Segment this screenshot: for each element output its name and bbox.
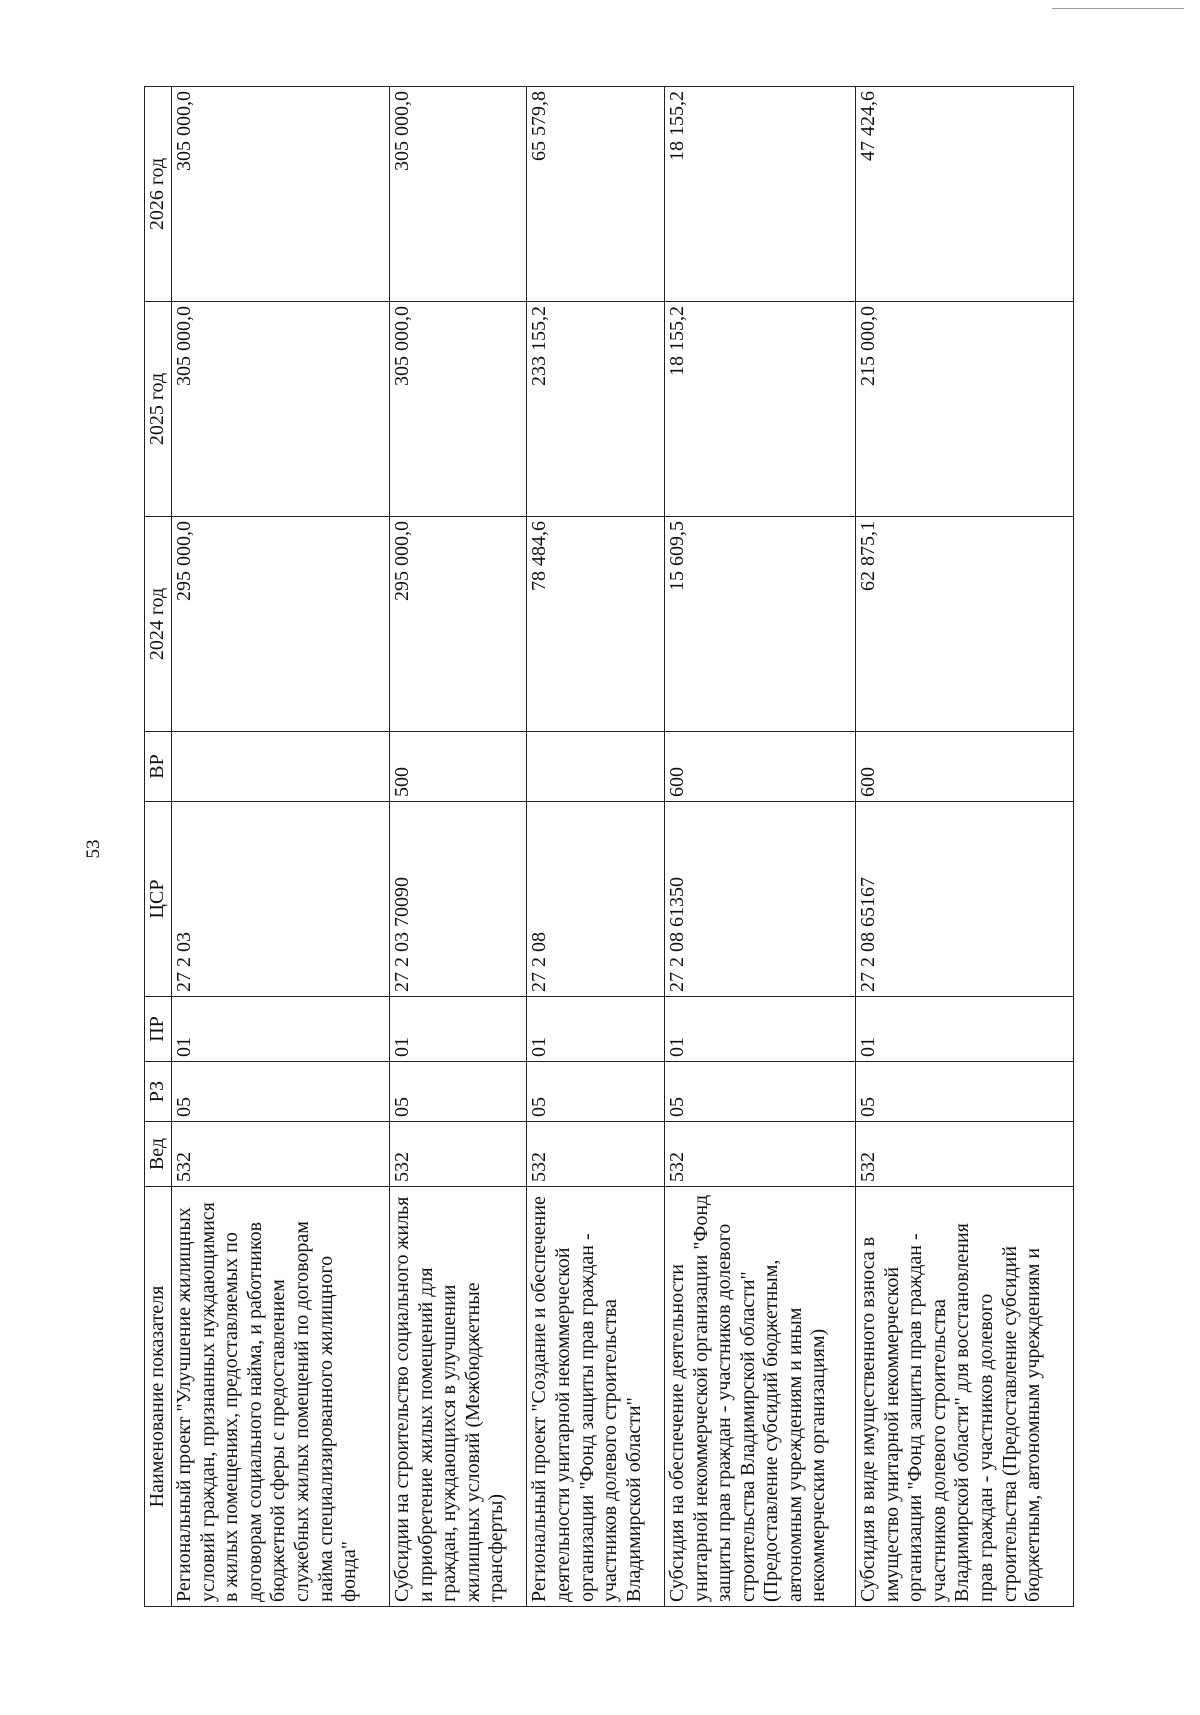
row-vr: 500	[389, 732, 526, 802]
row-pr: 01	[389, 997, 526, 1062]
header-2024: 2024 год	[145, 517, 172, 732]
table-row	[172, 87, 390, 1607]
row-2025: 215 000,0	[856, 302, 1074, 517]
row-2026: 305 000,0	[389, 87, 526, 302]
row-ved: 532	[172, 1122, 390, 1187]
header-2025: 2025 год	[145, 302, 172, 517]
row-name: Субсидия на обеспечение деятельности унитарной некоммерческой организации "Фонд защиты прав граждан - участников долевого строительства Владимирской области" (Предоставление субсидий бюджетным, автономным учреждениям и иным некоммерческим организациям)	[664, 1187, 855, 1607]
row-vr	[172, 732, 390, 802]
row-name: Региональный проект "Улучшение жилищных условий граждан, признанных нуждающимися в жилых помещениях, предоставляемых по договорам социального найма, и работников бюджетной сферы с предоставлением служебных жилых помещений по договорам найма специализированного жилищного фонда"	[172, 1187, 390, 1607]
row-ved: 532	[664, 1122, 855, 1187]
row-2026: 47 424,6	[856, 87, 1074, 302]
row-2024: 295 000,0	[172, 517, 390, 732]
row-ved: 532	[389, 1122, 526, 1187]
header-name: Наименование показателя	[145, 1187, 172, 1607]
table-row	[856, 87, 1074, 1607]
row-vr: 600	[856, 732, 1074, 802]
row-pr: 01	[172, 997, 390, 1062]
row-rz: 05	[856, 1062, 1074, 1122]
row-2025: 305 000,0	[172, 302, 390, 517]
row-rz: 05	[664, 1062, 855, 1122]
page-number: 53	[83, 839, 104, 859]
row-2024: 62 875,1	[856, 517, 1074, 732]
row-csr: 27 2 03	[172, 802, 390, 997]
header-vr: ВР	[145, 732, 172, 802]
table-row	[527, 87, 664, 1607]
row-csr: 27 2 03 70090	[389, 802, 526, 997]
header-csr: ЦСР	[145, 802, 172, 997]
header-ved: Вед	[145, 1122, 172, 1187]
budget-table-rotated	[144, 87, 1074, 1607]
row-2024: 15 609,5	[664, 517, 855, 732]
header-rz: РЗ	[145, 1062, 172, 1122]
row-pr: 01	[856, 997, 1074, 1062]
row-name: Региональный проект "Создание и обеспечение деятельности унитарной некоммерческой организации "Фонд защиты прав граждан - участников долевого строительства Владимирской области"	[527, 1187, 664, 1607]
row-2024: 78 484,6	[527, 517, 664, 732]
row-2026: 18 155,2	[664, 87, 855, 302]
row-2025: 18 155,2	[664, 302, 855, 517]
row-name: Субсидии на строительство социального жилья и приобретение жилых помещений для граждан, нуждающихся в улучшении жилищных условий (Межбюджетные трансферты)	[389, 1187, 526, 1607]
corner-rule	[1052, 8, 1184, 9]
row-rz: 05	[389, 1062, 526, 1122]
header-pr: ПР	[145, 997, 172, 1062]
budget-table	[144, 86, 1074, 1607]
row-name: Субсидия в виде имущественного взноса в имущество унитарной некоммерческой организации "Фонд защиты прав граждан - участников долевого строительства Владимирской области" для восстановления прав граждан - участников долевого строительства (Предоставление субсидий бюджетным, автономным учреждениям и	[856, 1187, 1074, 1607]
row-2026: 65 579,8	[527, 87, 664, 302]
row-csr: 27 2 08	[527, 802, 664, 997]
row-vr: 600	[664, 732, 855, 802]
row-2025: 305 000,0	[389, 302, 526, 517]
row-2024: 295 000,0	[389, 517, 526, 732]
row-rz: 05	[172, 1062, 390, 1122]
header-2026: 2026 год	[145, 87, 172, 302]
table-row	[664, 87, 855, 1607]
row-2025: 233 155,2	[527, 302, 664, 517]
row-2026: 305 000,0	[172, 87, 390, 302]
row-pr: 01	[664, 997, 855, 1062]
row-ved: 532	[527, 1122, 664, 1187]
row-pr: 01	[527, 997, 664, 1062]
header-row	[145, 87, 172, 1607]
row-ved: 532	[856, 1122, 1074, 1187]
row-csr: 27 2 08 61350	[664, 802, 855, 997]
row-csr: 27 2 08 65167	[856, 802, 1074, 997]
table-row	[389, 87, 526, 1607]
row-vr	[527, 732, 664, 802]
row-rz: 05	[527, 1062, 664, 1122]
